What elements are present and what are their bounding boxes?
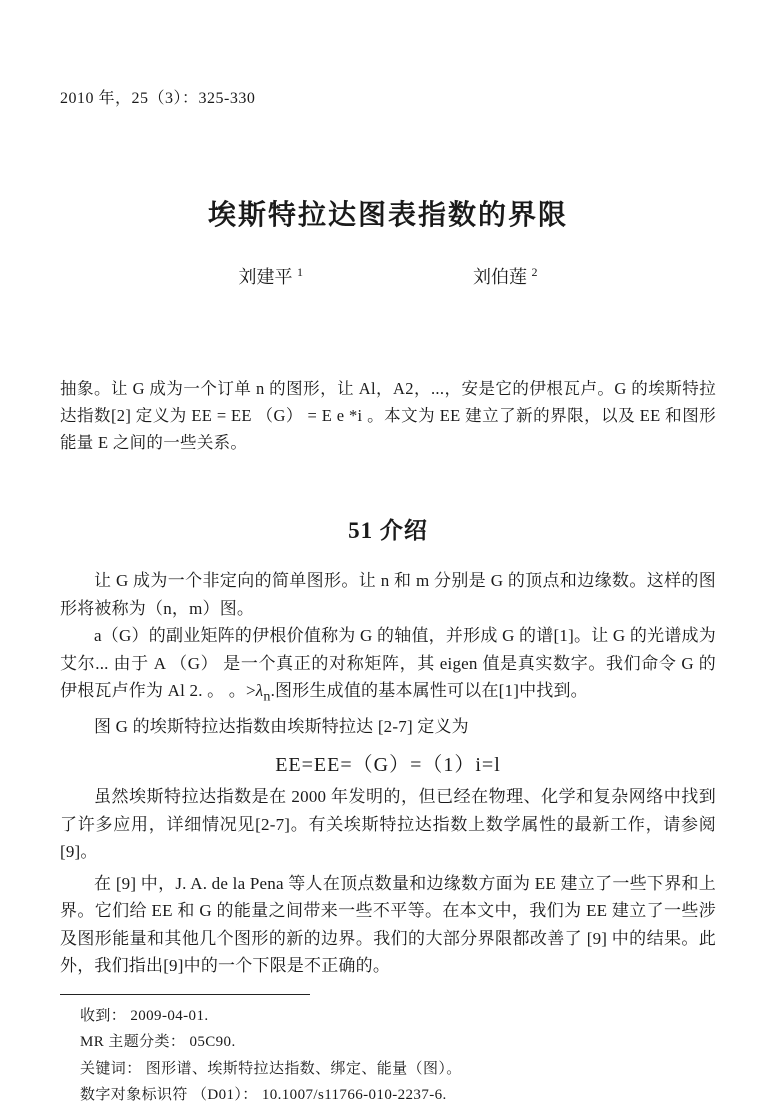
section-heading-introduction: 51 介绍 bbox=[348, 518, 428, 543]
footnote-received-date: 收到： 2009-04-01. bbox=[80, 1007, 209, 1024]
estrada-index-formula: EE=EE=（G）=（1）i=l bbox=[275, 754, 501, 777]
author-2-affiliation-mark: 2 bbox=[531, 265, 538, 279]
footnote-block bbox=[60, 1003, 716, 1109]
footnote-divider bbox=[60, 994, 310, 995]
author-2 bbox=[473, 263, 538, 289]
footnote-doi: 数字对象标识符 （D01）： 10.1007/s11766-010-2237-6. bbox=[80, 1087, 447, 1104]
author-list bbox=[60, 263, 716, 289]
paragraph-2 bbox=[60, 622, 716, 711]
lambda-subscript: n bbox=[263, 688, 271, 705]
paragraph-5: 在 [9] 中，J. A. de la Pena 等人在顶点数量和边缘数方面为 EE 建立了一些下界和上界。它们给 EE 和 G 的能量之间带来一些不平等。在本文中，我们为 EE 建立了一些涉及图形能量和其他几个图形的新的边界。我们的大部分界限都改善了 [9] 中的结果。此外，我们指出[9]中的一个下限是不正确的。 bbox=[60, 873, 716, 976]
author-2-name: 刘伯莲 bbox=[473, 267, 527, 287]
author-1 bbox=[239, 263, 304, 289]
footnote-keywords: 关键词： 图形谱、埃斯特拉达指数、绑定、能量（图）。 bbox=[80, 1060, 462, 1077]
paragraph-2-text-a: a（G）的副业矩阵的伊根价值称为 G 的轴值，并形成 G 的谱[1]。让 G 的光谱成为艾尔... 由于 A （G） 是一个真正的对称矩阵，其 eigen 值是真实数字。我们命令 G 的伊根瓦卢作为 Al 2. 。 。> bbox=[60, 626, 716, 700]
lambda-symbol: λ bbox=[255, 681, 264, 700]
paragraph-4: 虽然埃斯特拉达指数是在 2000 年发明的，但已经在物理、化学和复杂网络中找到了许多应用，详细情况见[2-7]。有关埃斯特拉达指数上数学属性的最新工作，请参阅 [9]。 bbox=[60, 787, 716, 862]
paragraph-2-text-b: .图形生成值的基本属性可以在[1]中找到。 bbox=[270, 681, 588, 700]
paragraph-3-definition-intro: 图 G 的埃斯特拉达指数由埃斯特拉达 [2-7] 定义为 bbox=[94, 716, 469, 736]
author-1-name: 刘建平 bbox=[238, 267, 293, 287]
journal-citation: 2010 年，25（3）：325-330 bbox=[60, 90, 256, 107]
abstract-text: 抽象。让 G 成为一个订单 n 的图形，让 Al，A2，...，安是它的伊根瓦卢。G 的埃斯特拉达指数[2] 定义为 EE = EE （G） = E e *i 。本文为 EE 建立了新的界限，以及 EE 和图形能量 E 之间的一些关系。 bbox=[60, 379, 716, 452]
author-1-affiliation-mark: 1 bbox=[297, 265, 303, 279]
page-title: 埃斯特拉达图表指数的界限 bbox=[207, 200, 568, 231]
paragraph-1: 让 G 成为一个非定向的简单图形。让 n 和 m 分别是 G 的顶点和边缘数。这样的图形将被称为（n，m）图。 bbox=[60, 571, 716, 618]
footnote-mr-classification: MR 主题分类： 05C90. bbox=[80, 1034, 236, 1051]
